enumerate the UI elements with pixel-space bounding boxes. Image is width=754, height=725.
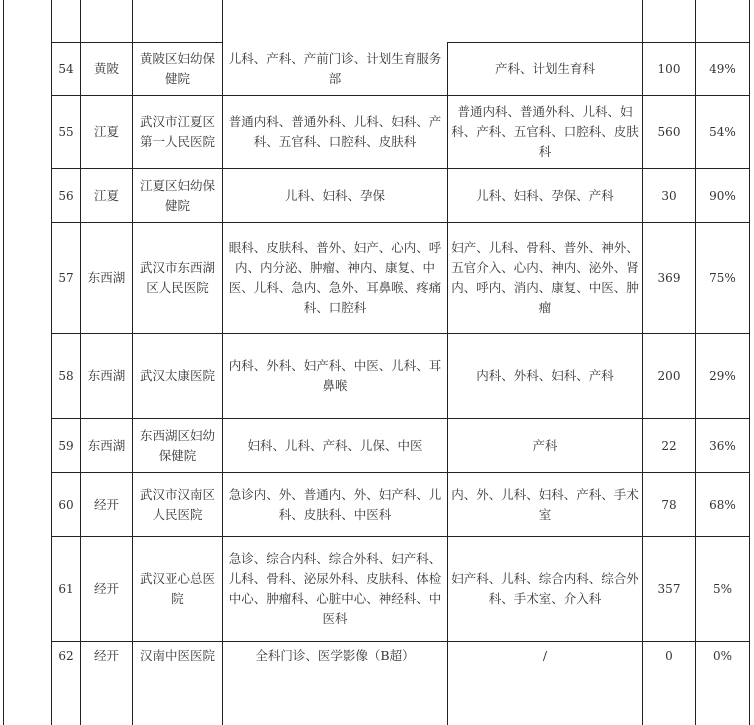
table-cell-rate <box>696 537 749 641</box>
rate-text: 36% <box>709 438 736 453</box>
departments-text: 眼科、皮肤科、普外、妇产、心内、呼内、内分泌、肿瘤、神内、康复、中医、儿科、急内、急外、耳鼻喉、疼痛科、口腔科 <box>228 240 442 315</box>
key-departments-text: 妇产科、儿科、综合内科、综合外科、手术室、介入科 <box>451 571 639 606</box>
key-departments-text: / <box>542 648 548 663</box>
table-cell-hospital-name <box>133 537 222 641</box>
table-cell-count <box>643 419 695 472</box>
key-departments-text: 儿科、妇科、孕保、产科 <box>476 187 614 203</box>
table-cell-district <box>81 473 132 536</box>
table-cell-departments <box>223 43 447 95</box>
table-cell-key-departments <box>448 169 642 222</box>
table-cell-district <box>81 169 132 222</box>
table-cell-row-number <box>52 642 80 725</box>
hospital-name-text: 江夏区妇幼保健院 <box>139 177 215 213</box>
row-number-text: 57 <box>58 271 74 285</box>
district-text: 经开 <box>93 581 119 596</box>
key-departments-text: 产科、计划生育科 <box>494 61 595 76</box>
table-cell-key-departments <box>448 642 642 725</box>
count-text: 22 <box>661 438 677 453</box>
hospital-name-text: 武汉市汉南区人民医院 <box>139 486 215 522</box>
departments-text: 全科门诊、医学影像（B超） <box>255 648 415 663</box>
rate-text: 0% <box>712 649 733 663</box>
table-cell-row-number <box>52 96 80 168</box>
table-cell-row-number <box>52 43 80 95</box>
hospital-name-text: 武汉市江夏区第一人民医院 <box>139 114 215 149</box>
district-text: 黄陂 <box>93 61 119 76</box>
rate-text: 49% <box>709 62 736 76</box>
table-cell-departments <box>223 537 447 641</box>
hospital-name-text: 黄陂区妇幼保健院 <box>139 51 215 86</box>
table-cell-rate <box>696 96 749 168</box>
table-cell-rate <box>696 334 749 418</box>
rate-text: 68% <box>709 497 736 512</box>
district-text: 东西湖 <box>87 368 126 383</box>
table-cell-key-departments <box>448 223 642 333</box>
table-cell-hospital-name <box>133 96 222 168</box>
row-number-text: 55 <box>58 125 74 139</box>
departments-text: 儿科、产科、产前门诊、计划生育服务部 <box>228 51 442 86</box>
table-cell-hospital-name <box>133 334 222 418</box>
table-cell-count <box>643 169 695 222</box>
count-text: 357 <box>657 582 681 596</box>
table-cell-count <box>643 43 695 95</box>
table-cell-key-departments <box>448 43 642 95</box>
rate-text: 29% <box>709 369 736 383</box>
table-cell-rate <box>696 642 749 725</box>
table-cell-row-number <box>52 473 80 536</box>
key-departments-text: 普通内科、普通外科、儿科、妇科、产科、五官科、口腔科、皮肤科 <box>451 104 639 159</box>
table-cell-row-number <box>52 334 80 418</box>
departments-text: 内科、外科、妇产科、中医、儿科、耳鼻喉 <box>228 358 442 393</box>
table-cell-hospital-name <box>133 473 222 536</box>
table-column-border <box>749 0 750 725</box>
table-cell-rate <box>696 43 749 95</box>
rate-text: 75% <box>709 271 736 285</box>
table-cell-count <box>643 334 695 418</box>
table-cell-count <box>643 537 695 641</box>
table-cell-key-departments <box>448 473 642 536</box>
count-text: 78 <box>661 497 677 512</box>
district-text: 东西湖 <box>87 270 126 285</box>
table-cell-count <box>643 223 695 333</box>
rate-text: 90% <box>709 188 736 203</box>
departments-text: 妇科、儿科、产科、儿保、中医 <box>247 437 423 453</box>
table-cell-hospital-name <box>133 223 222 333</box>
table-cell-district <box>81 537 132 641</box>
key-departments-text: 妇产、儿科、骨科、普外、神外、五官介入、心内、神内、泌外、肾内、呼内、消内、康复、中医、肿瘤 <box>451 240 639 315</box>
count-text: 30 <box>661 188 677 203</box>
table-cell-rate <box>696 223 749 333</box>
hospital-name-text: 武汉市东西湖区人民医院 <box>139 260 215 295</box>
table-cell-district <box>81 419 132 472</box>
district-text: 江夏 <box>93 187 119 203</box>
row-number-text: 59 <box>58 438 74 453</box>
table-cell-rate <box>696 473 749 536</box>
row-number-text: 61 <box>58 582 74 596</box>
table-cell-departments <box>223 169 447 222</box>
table-cell-district <box>81 642 132 725</box>
hospital-name-text: 武汉太康医院 <box>139 368 215 383</box>
table-cell-row-number <box>52 223 80 333</box>
table-cell-district <box>81 223 132 333</box>
table-cell-rate <box>696 169 749 222</box>
count-text: 369 <box>657 271 681 285</box>
district-text: 经开 <box>93 496 119 512</box>
table-cell-departments <box>223 642 447 725</box>
table-cell-district <box>81 334 132 418</box>
hospital-name-text: 东西湖区妇幼保健院 <box>139 427 215 463</box>
row-number-text: 54 <box>58 62 74 76</box>
key-departments-text: 产科 <box>532 437 558 453</box>
table-cell-departments <box>223 223 447 333</box>
row-number-text: 62 <box>58 649 74 663</box>
district-text: 经开 <box>93 648 119 663</box>
table-cell-departments <box>223 334 447 418</box>
count-text: 0 <box>665 649 673 663</box>
table-cell-hospital-name <box>133 43 222 95</box>
table-cell-hospital-name <box>133 169 222 222</box>
rate-text: 5% <box>712 582 733 596</box>
count-text: 100 <box>657 62 681 76</box>
table-cell-count <box>643 642 695 725</box>
departments-text: 儿科、妇科、孕保 <box>284 187 385 203</box>
hospital-name-text: 汉南中医医院 <box>139 648 215 663</box>
table-cell-key-departments <box>448 537 642 641</box>
key-departments-text: 内、外、儿科、妇科、产科、手术室 <box>451 486 639 522</box>
table-cell-key-departments <box>448 96 642 168</box>
table-cell-departments <box>223 419 447 472</box>
table-cell-key-departments <box>448 419 642 472</box>
table-cell-departments <box>223 96 447 168</box>
table-cell-departments <box>223 473 447 536</box>
table-cell-district <box>81 43 132 95</box>
table-cell-hospital-name <box>133 642 222 725</box>
table-cell-count <box>643 96 695 168</box>
row-number-text: 56 <box>58 188 74 203</box>
count-text: 560 <box>657 125 681 139</box>
key-departments-text: 内科、外科、妇科、产科 <box>476 368 614 383</box>
departments-text: 急诊内、外、普通内、外、妇产科、儿科、皮肤科、中医科 <box>228 486 442 522</box>
row-number-text: 58 <box>58 369 74 383</box>
departments-text: 普通内科、普通外科、儿科、妇科、产科、五官科、口腔科、皮肤科 <box>228 114 442 149</box>
table-cell-row-number <box>52 169 80 222</box>
table-cell-hospital-name <box>133 419 222 472</box>
district-text: 江夏 <box>93 124 119 139</box>
count-text: 200 <box>657 369 681 383</box>
table-cell-district <box>81 96 132 168</box>
district-text: 东西湖 <box>87 437 126 453</box>
row-number-text: 60 <box>58 497 74 512</box>
table-cell-row-number <box>52 419 80 472</box>
rate-text: 54% <box>709 125 736 139</box>
table-cell-key-departments <box>448 334 642 418</box>
departments-text: 急诊、综合内科、综合外科、妇产科、儿科、骨科、泌尿外科、皮肤科、体检中心、肿瘤科、心脏中心、神经科、中医科 <box>228 551 442 626</box>
page-margin-line <box>3 0 4 725</box>
table-cell-count <box>643 473 695 536</box>
table-cell-rate <box>696 419 749 472</box>
hospital-name-text: 武汉亚心总医院 <box>139 571 215 606</box>
table-cell-row-number <box>52 537 80 641</box>
